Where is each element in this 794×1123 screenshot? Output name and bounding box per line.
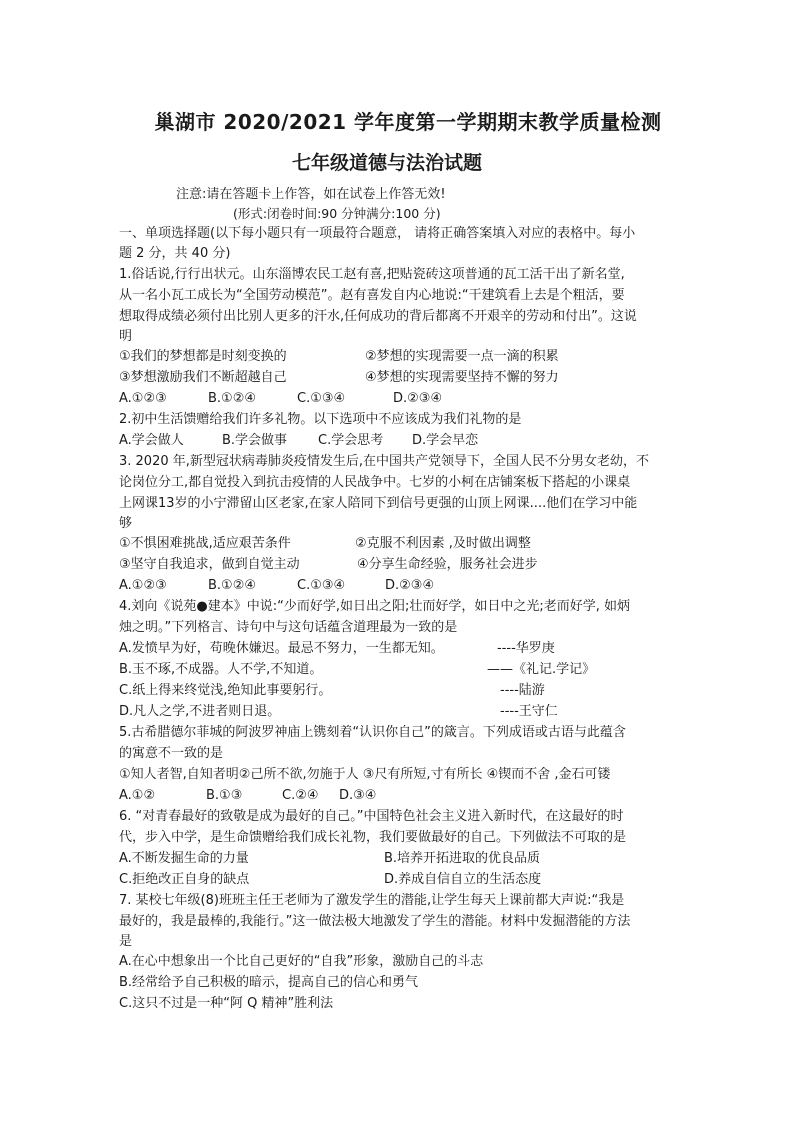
- q5-choice-c: C.②④: [282, 788, 319, 803]
- q3-stem: 论岗位分工,都自觉投入到抗击疫情的人民战争中。七岁的小柯在店铺案板下搭起的小课桌: [119, 475, 631, 490]
- q1-stem: 明: [119, 329, 133, 344]
- q5-choice-b: B.①③: [206, 788, 243, 803]
- q1-choice-b: B.①②④: [208, 391, 257, 406]
- q3-choice-d: D.②③④: [385, 578, 435, 593]
- q6-stem: 6. “对青春最好的致敬是成为最好的自己。”中国特色社会主义进入新时代，在这最好的时: [119, 809, 624, 824]
- q1-choice-a: A.①②③: [119, 391, 167, 406]
- q1-option-1: ①我们的梦想都是时刻变换的: [119, 349, 287, 364]
- q4-choice-c: C.纸上得来终觉浅,绝知此事要躬行。: [119, 683, 332, 698]
- q6-stem: 代，步入中学，是生命馈赠给我们成长礼物，我们要做最好的自己。下列做法不可取的是: [119, 830, 627, 845]
- q3-option-2: ②克服不利因素 ,及时做出调整: [355, 536, 531, 551]
- q4-stem: 烛之明。”下列格言、诗句中与这句话蕴含道理最为一致的是: [119, 620, 458, 635]
- q1-option-2: ②梦想的实现需要一点一滴的积累: [365, 349, 559, 364]
- q4-choice-a: A.发愤早为好，苟晚休嫌迟。最忌不努力，一生都无知。: [119, 641, 444, 656]
- q4-choice-a-source: ----华罗庚: [497, 641, 555, 656]
- q5-choice-d: D.③④: [339, 788, 377, 803]
- section-heading: 一、单项选择题(以下每小题只有一项最符合题意， 请将正确答案填入对应的表格中。每小: [119, 226, 636, 241]
- q3-stem: 够: [119, 516, 133, 531]
- q2-choice-b: B.学会做事: [222, 433, 288, 448]
- q4-stem: 4.刘向《说苑●建本》中说:“少而好学,如日出之阳;壮而好学，如日中之光;老而好学, 如炳: [119, 599, 631, 614]
- q5-choice-a: A.①②: [119, 788, 156, 803]
- q7-stem: 是: [119, 934, 133, 949]
- q6-choice-b: B.培养开拓进取的优良品质: [384, 851, 541, 866]
- q3-option-3: ③坚守自我追求，做到自觉主动: [119, 557, 300, 572]
- exam-subtitle: 七年级道德与法治试题: [291, 152, 482, 174]
- q7-choice-c: C.这只不过是一种“阿 Q 精神”胜利法: [119, 996, 334, 1011]
- q4-choice-d: D.凡人之学,不进者则日退。: [119, 704, 281, 719]
- q1-option-4: ④梦想的实现需要坚持不懈的努力: [365, 370, 559, 385]
- q5-stem: 5.古希腊德尔菲城的阿波罗神庙上镌刻着“认识你自己”的箴言。下列成语或古语与此蕴含: [119, 725, 626, 740]
- q1-choice-d: D.②③④: [393, 391, 443, 406]
- q1-option-3: ③梦想激励我们不断超越自己: [119, 370, 287, 385]
- q4-choice-b-source: ——《礼记.学记》: [487, 662, 596, 677]
- exam-title: 巢湖市 2020/2021 学年度第一学期期末教学质量检测: [154, 110, 662, 134]
- exam-format: (形式:闭卷时间:90 分钟满分:100 分): [233, 206, 441, 221]
- q1-stem: 从一名小瓦工成长为“全国劳动模范”。赵有喜发自内心地说:“干建筑看上去是个粗活，要: [119, 288, 625, 303]
- q6-choice-d: D.养成自信自立的生活态度: [384, 872, 542, 887]
- q2-choice-d: D.学会早恋: [412, 433, 479, 448]
- q6-choice-a: A.不断发掘生命的力量: [119, 851, 249, 866]
- q3-choice-c: C.①③④: [297, 578, 346, 593]
- q3-choice-b: B.①②④: [208, 578, 257, 593]
- q7-choice-a: A.在心中想象出一个比自己更好的“自我”形象，激励自己的斗志: [119, 954, 484, 969]
- q3-stem: 上网课13岁的小宁滞留山区老家,在家人陪同下到信号更强的山顶上网课....他们在学习中能: [119, 496, 638, 511]
- q7-stem: 7. 某校七年级(8)班班主任王老师为了激发学生的潜能,让学生每天上课前都大声说:“我是: [119, 893, 625, 908]
- q7-stem: 最好的，我是最棒的,我能行。”这一做法极大地激发了学生的潜能。材料中发掘潜能的方法: [119, 914, 631, 929]
- q3-stem: 3. 2020 年,新型冠状病毒肺炎疫情发生后,在中国共产党领导下，全国人民不分男女老幼，不: [119, 454, 650, 469]
- q2-choice-a: A.学会做人: [119, 433, 184, 448]
- q2-choice-c: C.学会思考: [318, 433, 384, 448]
- q4-choice-d-source: ----王守仁: [500, 704, 558, 719]
- q1-choice-c: C.①③④: [297, 391, 346, 406]
- q2-stem: 2.初中生活馈赠给我们许多礼物。以下选项中不应该成为我们礼物的是: [119, 412, 522, 427]
- q1-stem: 1.俗话说,行行出状元。山东淄博农民工赵有喜,把贴瓷砖这项普通的瓦工活干出了新名堂,: [119, 267, 625, 282]
- q5-stem: 的寓意不一致的是: [119, 746, 224, 761]
- q3-option-1: ①不惧困难挑战,适应艰苦条件: [119, 536, 291, 551]
- q6-choice-c: C.拒绝改正自身的缺点: [119, 872, 250, 887]
- q4-choice-c-source: ----陆游: [500, 683, 545, 698]
- exam-notice: 注意:请在答题卡上作答，如在试卷上作答无效!: [176, 187, 446, 202]
- q3-option-4: ④分享生命经验，服务社会进步: [357, 557, 538, 572]
- q4-choice-b: B.玉不琢,不成器。人不学,不知道。: [119, 662, 323, 677]
- q1-stem: 想取得成绩必须付出比别人更多的汗水,任何成功的背后都离不开艰辛的劳动和付出”。这说: [119, 309, 637, 324]
- q5-options: ①知人者智,自知者明②己所不欲,勿施于人 ③尺有所短,寸有所长 ④锲而不舍 ,金石可镂: [119, 767, 611, 782]
- q3-choice-a: A.①②③: [119, 578, 167, 593]
- section-heading-cont: 题 2 分，共 40 分): [119, 246, 231, 261]
- q7-choice-b: B.经常给予自己积极的暗示，提高自己的信心和勇气: [119, 975, 419, 990]
